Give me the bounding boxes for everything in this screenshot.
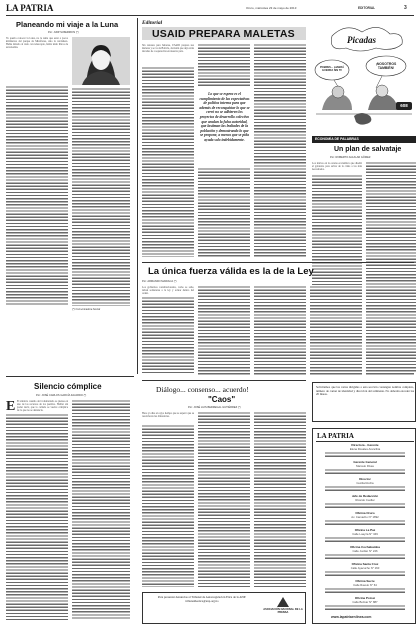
staff-rule (316, 441, 414, 442)
staff-detail (325, 554, 405, 560)
left-column-bottom (6, 380, 134, 624)
drop-cap: E (6, 399, 16, 414)
newspaper-logo: LA PATRIA (6, 3, 54, 13)
staff-row (316, 478, 414, 492)
editorial-block (142, 20, 306, 258)
website-link[interactable]: www.lapatriaenlinea.com (331, 615, 372, 619)
article-body (6, 414, 68, 620)
staff-name: Av. Camacho N° 1892 (351, 514, 379, 519)
speech-bubble: ¡NOSOTROS TAMBIÉN! (375, 62, 397, 70)
staff-role: Gerente General (353, 460, 377, 464)
masthead-rule (6, 15, 414, 16)
article-body (72, 88, 130, 306)
staff-name: Calle Bolívar N° 887 (352, 599, 378, 604)
column-divider (137, 18, 138, 374)
separator-rule (142, 262, 414, 263)
feature-body (198, 286, 250, 375)
author-credit: (*) Comunicadora Social (72, 308, 101, 311)
article-body (6, 86, 68, 306)
staff-detail (325, 588, 405, 594)
left-column (6, 18, 134, 376)
speech-bubble: POBRES... ¡HABRÁ GUERRA SIN TI! (319, 66, 345, 72)
separator-rule (6, 376, 134, 377)
dialogue-headline: Diálogo... consenso... acuerdo! (156, 385, 249, 394)
feature-body (254, 286, 306, 375)
staff-name: Elena Rosales Arancibia (349, 446, 381, 451)
staff-name: Cecilia Rocha (356, 480, 374, 485)
author-photo (72, 37, 130, 85)
separator-rule (142, 380, 306, 381)
article-lead: Yo quería conocer la Luna, no la tenía que estar a pocos kilómetros del parque de Miraflores, sino la verdadera. Había mirado al cielo con telescopio, había leído libros de astronomía. (6, 37, 68, 50)
staff-role: Oficina La Paz (354, 528, 376, 532)
staff-row (316, 444, 414, 458)
staff-name: Calle Jordán N° 246 (352, 548, 378, 553)
anp-logo-text: ASOCIACIÓN NACIONAL DE LA PRENSA (263, 608, 303, 614)
staff-detail (325, 571, 405, 577)
letters-note-text: Solicitamos que las cartas dirigidas a esta sección contengan nombre completo, número de carnet de identidad y dirección del remitente. No deberán exceder las 20 líneas. (316, 386, 414, 397)
cartoon-number: 608 (400, 103, 408, 108)
feature-byline: Por: ARMANDO MARIACA (*) (142, 280, 177, 283)
section-bar-label: ECONOMÍA DE PALABRAS (315, 137, 359, 141)
staff-detail (325, 486, 405, 492)
staff-list (316, 444, 414, 614)
page-number: 3 (404, 5, 407, 11)
article-byline: Por: JOSÉ CARLOS GARCÍA FAJARDO (*) (36, 394, 87, 397)
cartoon-panel (312, 18, 416, 130)
issue-date: Oruro, miércoles 23 de mayo de 2013 (246, 6, 297, 10)
staff-row (316, 495, 414, 509)
feature-lead: Los gobiernos constitucionales, como se sabe, deben someterse a la ley y actuar dentro del orden. (142, 286, 194, 296)
editorial-body (198, 44, 250, 88)
staff-row (316, 529, 414, 543)
article-lead: El silencio cuando del voluntariado se piensa en uno de los recursos de los pueblos. Hablar sin poder decir, que lo callado se vuelve cómplice de lo que no se denuncia. (17, 400, 68, 413)
feature-body (142, 297, 194, 375)
editorial-headline: USAID PREPARA MALETAS (152, 28, 295, 40)
editorial-body (198, 168, 250, 257)
staff-role: Oficina Oruro (355, 511, 375, 515)
dialogue-lead: Hace ya días en cuyo tiempo que se esperó que se resolvieran las diferencias. (142, 412, 194, 419)
staff-name: Calle Ravelo N° 64 (353, 582, 377, 587)
dialogue-body (198, 412, 250, 587)
staff-row (316, 512, 414, 526)
article-byline: Por: JUDITH BERRIOS (*) (48, 31, 79, 34)
staff-role: Oficina Cochabamba (350, 545, 380, 549)
staff-name: Calle Loayza N° 349 (352, 531, 378, 536)
staff-detail (325, 605, 405, 611)
staff-row (316, 546, 414, 560)
dialogue-block (142, 383, 306, 589)
staff-detail (325, 503, 405, 509)
dialogue-body (142, 425, 194, 587)
feature-block (142, 264, 414, 376)
staff-row (316, 461, 414, 475)
staff-box (312, 428, 416, 624)
staff-row (316, 597, 414, 611)
staff-row (316, 580, 414, 594)
staff-detail (325, 520, 405, 526)
staff-detail (325, 452, 405, 458)
staff-role: Directora - Gerente (351, 443, 379, 447)
editorial-pull-quote: Lo que se espera es el cumplimiento de las expectativas de política interna para que además de reconquistar lo que se cerró no se adhieren los proyectos de desarrollo colectivo que anulan la falsa autoridad, que lastiman las lealtades de la población y demostrando lo que se propone, a menos que se pida ayuda solo indebidamente. (199, 92, 250, 142)
section-label: EDITORIAL (358, 6, 376, 10)
article-title: Planeando mi viaje a la Luna (16, 20, 119, 29)
cartoon-title: Picadas (347, 35, 376, 45)
editorial-body (254, 44, 306, 257)
editorial-body (142, 67, 194, 257)
staff-name: Marcelo Rivas (356, 463, 374, 468)
feature-body (310, 286, 362, 375)
article-byline: Por: ROBERTO AGUILAR GÓMEZ (330, 156, 371, 159)
dialogue-byline: Por: JOSÉ LUIS BEDREGAL GUTIÉRREZ (*) (188, 406, 241, 409)
ethics-notice-box (142, 592, 306, 624)
editorial-kicker: Editorial (142, 20, 163, 26)
staff-role: Jefe de Redacción (351, 494, 379, 498)
dialogue-body (254, 412, 306, 587)
press-logo-icon (276, 596, 290, 608)
article-title: Un plan de salvataje (334, 146, 402, 153)
staff-logo: LA PATRIA (317, 432, 354, 440)
staff-role: Oficina Sucre (355, 579, 375, 583)
staff-name: Ricardo Cuéllar (355, 497, 375, 502)
editorial-lead: Sin razones para haberse, USAID prepara sus maletas y se va de Bolivia, decisión que deja atrás décadas de cooperación en nuestro país. (142, 44, 194, 54)
feature-body (366, 286, 414, 375)
staff-detail (325, 537, 405, 543)
letters-note (312, 382, 416, 422)
ethics-notice-text: Para presentar denuncias al Tribunal de Autorregulación Ética de la ANP: tribunaldeetica@anp.org.bo (157, 596, 247, 603)
anp-logo (263, 596, 303, 622)
article-body (72, 400, 130, 620)
article-lead: Los inicios en la escena económica que diseñó el gobierno para salvar de la crisis a los más necesitados. (312, 162, 362, 172)
staff-detail (325, 469, 405, 475)
staff-role: Director (359, 477, 371, 481)
dialogue-subheadline: "Caos" (208, 395, 236, 404)
staff-row (316, 563, 414, 577)
feature-headline: La única fuerza válida es la de la Ley (148, 266, 314, 277)
section-bar (312, 136, 416, 143)
masthead (6, 3, 414, 15)
article-title: Silencio cómplice (34, 382, 102, 391)
staff-role: Oficina Santa Cruz (351, 562, 379, 566)
staff-role: Oficina Potosí (354, 596, 376, 600)
cartoon-number-badge (396, 102, 412, 110)
staff-name: Calle Ayacucho N° 160 (350, 565, 380, 570)
